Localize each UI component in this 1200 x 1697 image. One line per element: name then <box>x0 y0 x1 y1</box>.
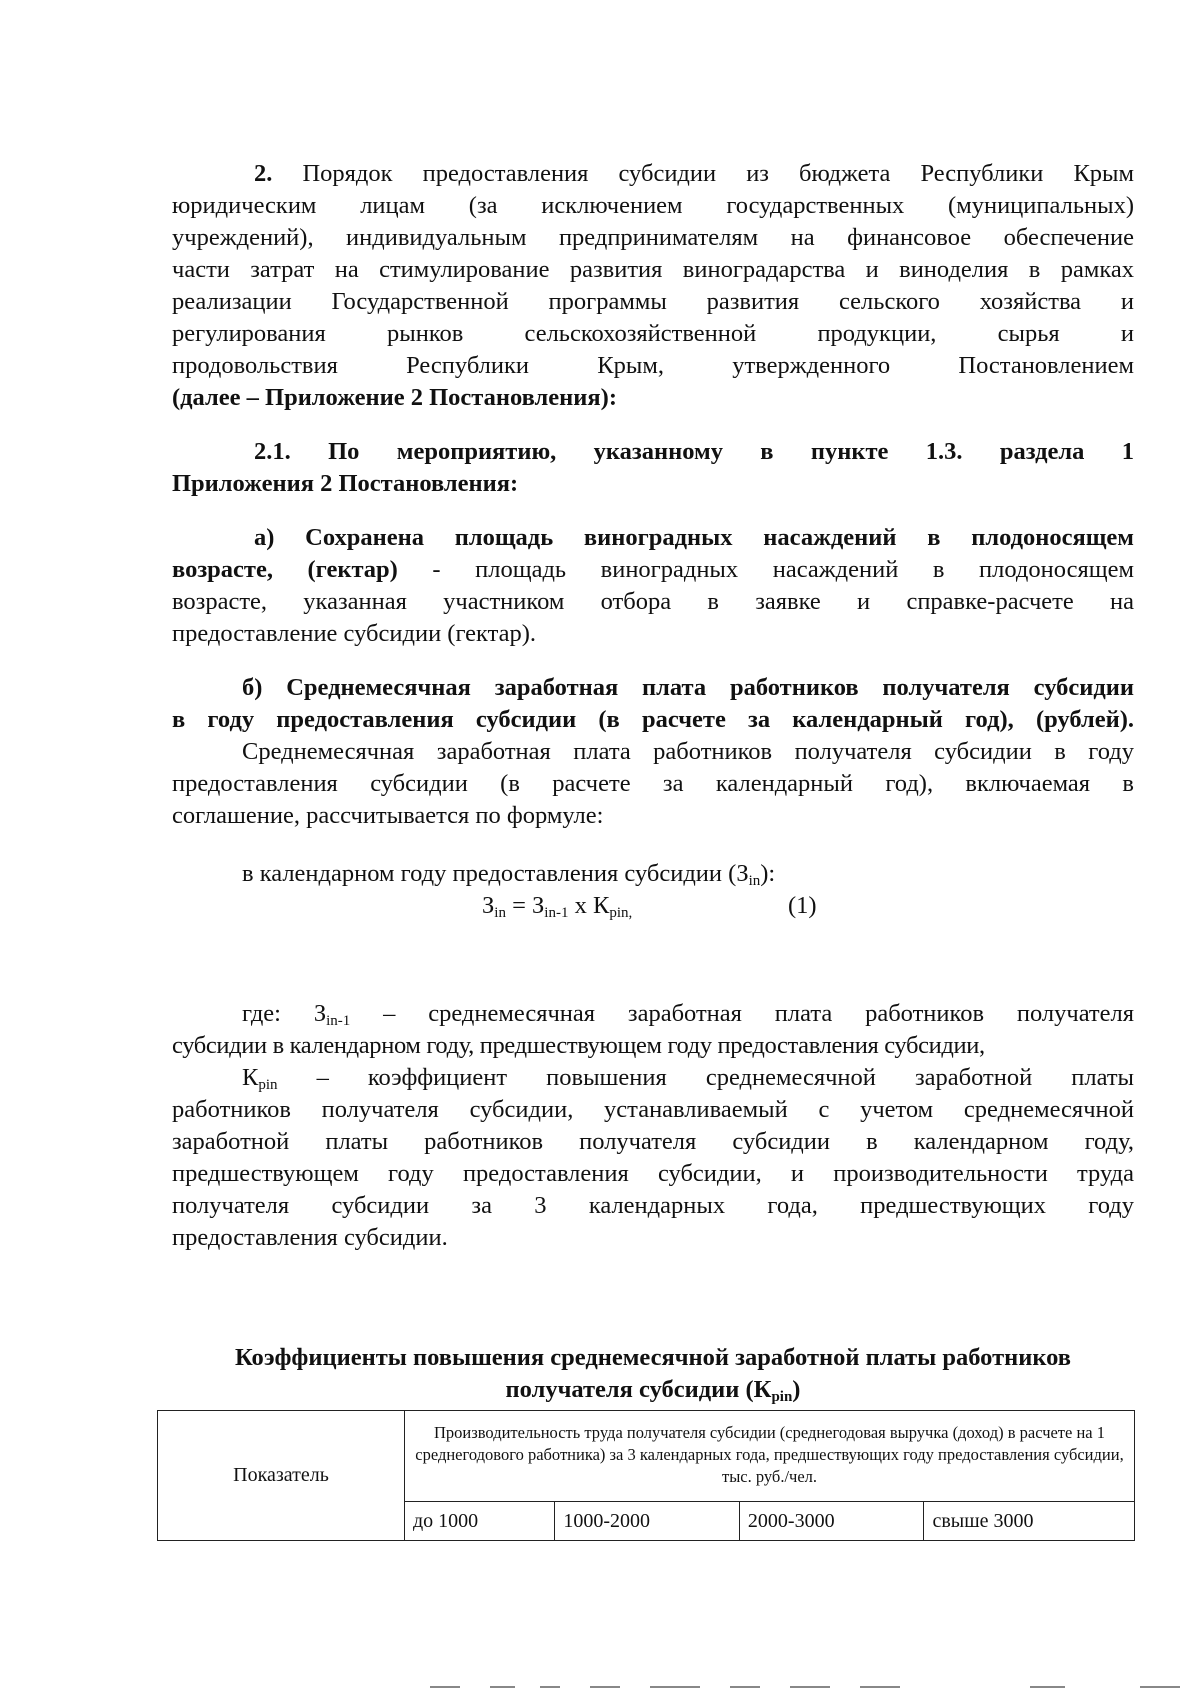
where-k-line3: заработной платы работников получателя субсидии в календарном году, <box>172 1128 1134 1155</box>
formula-intro: в календарном году предоставления субсидии $(З_{in})$: <box>242 860 776 889</box>
section2-line1: 2. Порядок предоставления субсидии из бюджета Республики Крым <box>254 160 1134 187</box>
section2-line7: продовольствия Республики Крым, утвержденного Постановлением <box>172 352 1134 379</box>
item-b-line5: соглашение, рассчитывается по формуле: <box>172 802 604 829</box>
range-col-1: до 1000 <box>405 1502 555 1541</box>
item-b-line3: Среднемесячная заработная плата работников получателя субсидии в году <box>242 738 1134 765</box>
section21-line2: Приложения 2 Постановления: <box>172 470 519 497</box>
where-k-line4: предшествующем году предоставления субсидии, и производительности труда <box>172 1160 1134 1187</box>
item-b-line2: в году предоставления субсидии (в расчете за календарный год), (рублей). <box>172 706 1134 733</box>
where-k-line2: работников получателя субсидии, устанавливаемый с учетом среднемесячной <box>172 1096 1134 1123</box>
section2-line2: юридическим лицам (за исключением государственных (муниципальных) <box>172 192 1134 219</box>
section2-line3: учреждений), индивидуальным предпринимателям на финансовое обеспечение <box>172 224 1134 251</box>
table-title-line2: получателя субсидии $(К_{pin})$ <box>505 1376 801 1405</box>
item-b-line4: предоставления субсидии (в расчете за календарный год), включаемая в <box>172 770 1134 797</box>
table-header-row <box>158 1411 1135 1502</box>
item-a-line4: предоставление субсидии (гектар). <box>172 620 537 647</box>
coefficients-table <box>157 1410 1135 1541</box>
indicator-header: Показатель <box>158 1411 405 1541</box>
range-col-3: 2000-3000 <box>739 1502 924 1541</box>
range-col-2: 1000-2000 <box>555 1502 740 1541</box>
productivity-header: Производительность труда получателя субсидии (среднегодовая выручка (доход) в расчете на 1 среднегодового работника) за 3 календарных года, предшествующих году предоставления субсидии, тыс. руб./чел. <box>405 1411 1135 1502</box>
where-line1: где: $З_{in-1}$ – среднемесячная заработная плата работников получателя <box>242 1000 1135 1029</box>
table-title-line1: Коэффициенты повышения среднемесячной заработной платы работников <box>234 1344 1072 1371</box>
where-k-line6: предоставления субсидии. <box>172 1224 448 1251</box>
section2-bold-tail: (далее – Приложение 2 Постановления): <box>172 384 617 411</box>
where-k-line5: получателя субсидии за 3 календарных года, предшествующих году <box>172 1192 1134 1219</box>
section2-line5: реализации Государственной программы развития сельского хозяйства и <box>172 288 1134 315</box>
range-col-4: свыше 3000 <box>924 1502 1135 1541</box>
formula-number: (1) <box>788 892 817 919</box>
section2-number: 2. <box>254 160 273 187</box>
where-line2: субсидии в календарном году, предшествующем году предоставления субсидии, <box>172 1032 985 1059</box>
section2-line6: регулирования рынков сельскохозяйственной продукции, сырья и <box>172 320 1134 347</box>
item-a-line2: возрасте, (гектар) - площадь виноградных насаждений в плодоносящем <box>172 556 1134 583</box>
item-a-line3: возрасте, указанная участником отбора в заявке и справке-расчете на <box>172 588 1134 615</box>
where-k-line1: $К_{pin}$ – коэффициент повышения среднемесячной заработной платы <box>242 1064 1134 1093</box>
section21-line1: 2.1. По мероприятию, указанному в пункте 1.3. раздела 1 <box>254 438 1134 465</box>
section2-line4: части затрат на стимулирование развития виноградарства и виноделия в рамках <box>172 256 1134 283</box>
item-b-line1: б) Среднемесячная заработная плата работников получателя субсидии <box>242 674 1134 701</box>
scan-artifact-marks <box>0 1685 1200 1689</box>
formula-equation: $З_{in} = З_{in-1}$ х $К_{pin,}$ <box>482 892 633 921</box>
item-a-line1: а) Сохранена площадь виноградных насаждений в плодоносящем <box>254 524 1134 551</box>
